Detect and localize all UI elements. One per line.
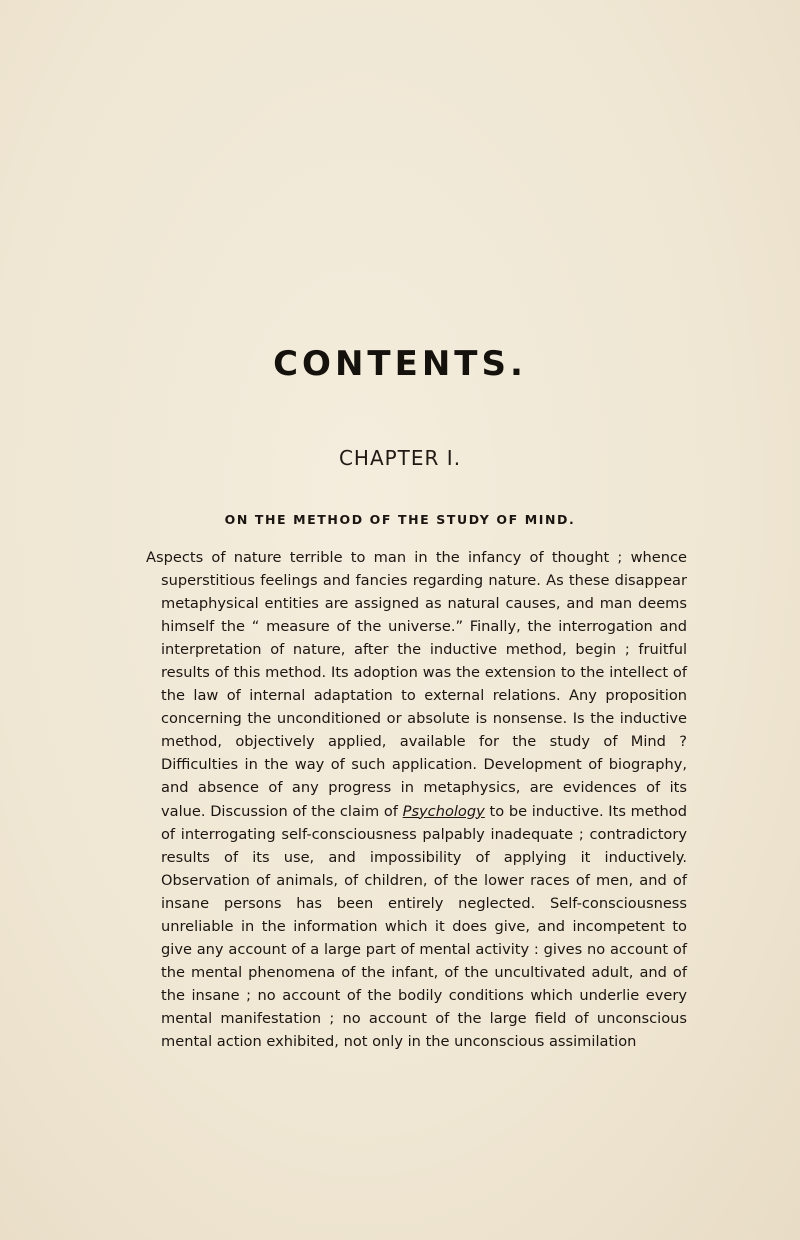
chapter-summary — [146, 546, 687, 1053]
summary-text-part-1: Aspects of nature terrible to man in the infancy of thought ; whence superstitious feelings and fancies regarding nature. As these disappear metaphysical entities are assigned as natural causes, and man deems himself the “ measure of the universe.” Finally, the interrogation and interpretation of nature, after the inductive method, begin ; fruitful results of this method. Its adoption was the extension to the intellect of the law of internal adaptation to external relations. Any proposition concerning the unconditioned or absolute is nonsense. Is the inductive method, objectively applied, available for the study of Mind ? Difficulties in the way of such application. Development of biography, and absence of any progress in metaphysics, are evidences of its value. Discussion of the claim of — [146, 549, 687, 820]
chapter-label: CHAPTER I. — [338, 446, 462, 470]
chapter-title: ON THE METHOD OF THE STUDY OF MIND. — [224, 512, 576, 527]
summary-text-part-2: to be inductive. Its method of interrogating self-consciousness palpably inadequate ; contradictory results of its use, and impossibility of applying it inductively. Observation of animals, of children, of the lower races of men, and of insane persons has been entirely neglected. Self-consciousness unreliable in the information which it does give, and incompetent to give any account of a large part of mental activity : gives no account of the mental phenomena of the infant, of the uncultivated adult, and of the insane ; no account of the bodily conditions which underlie every mental manifestation ; no account of the large field of unconscious mental action exhibited, not only in the unconscious assimilation — [161, 802, 687, 1050]
page-title: CONTENTS. — [273, 344, 527, 384]
summary-italic-term: Psychology — [402, 802, 485, 820]
